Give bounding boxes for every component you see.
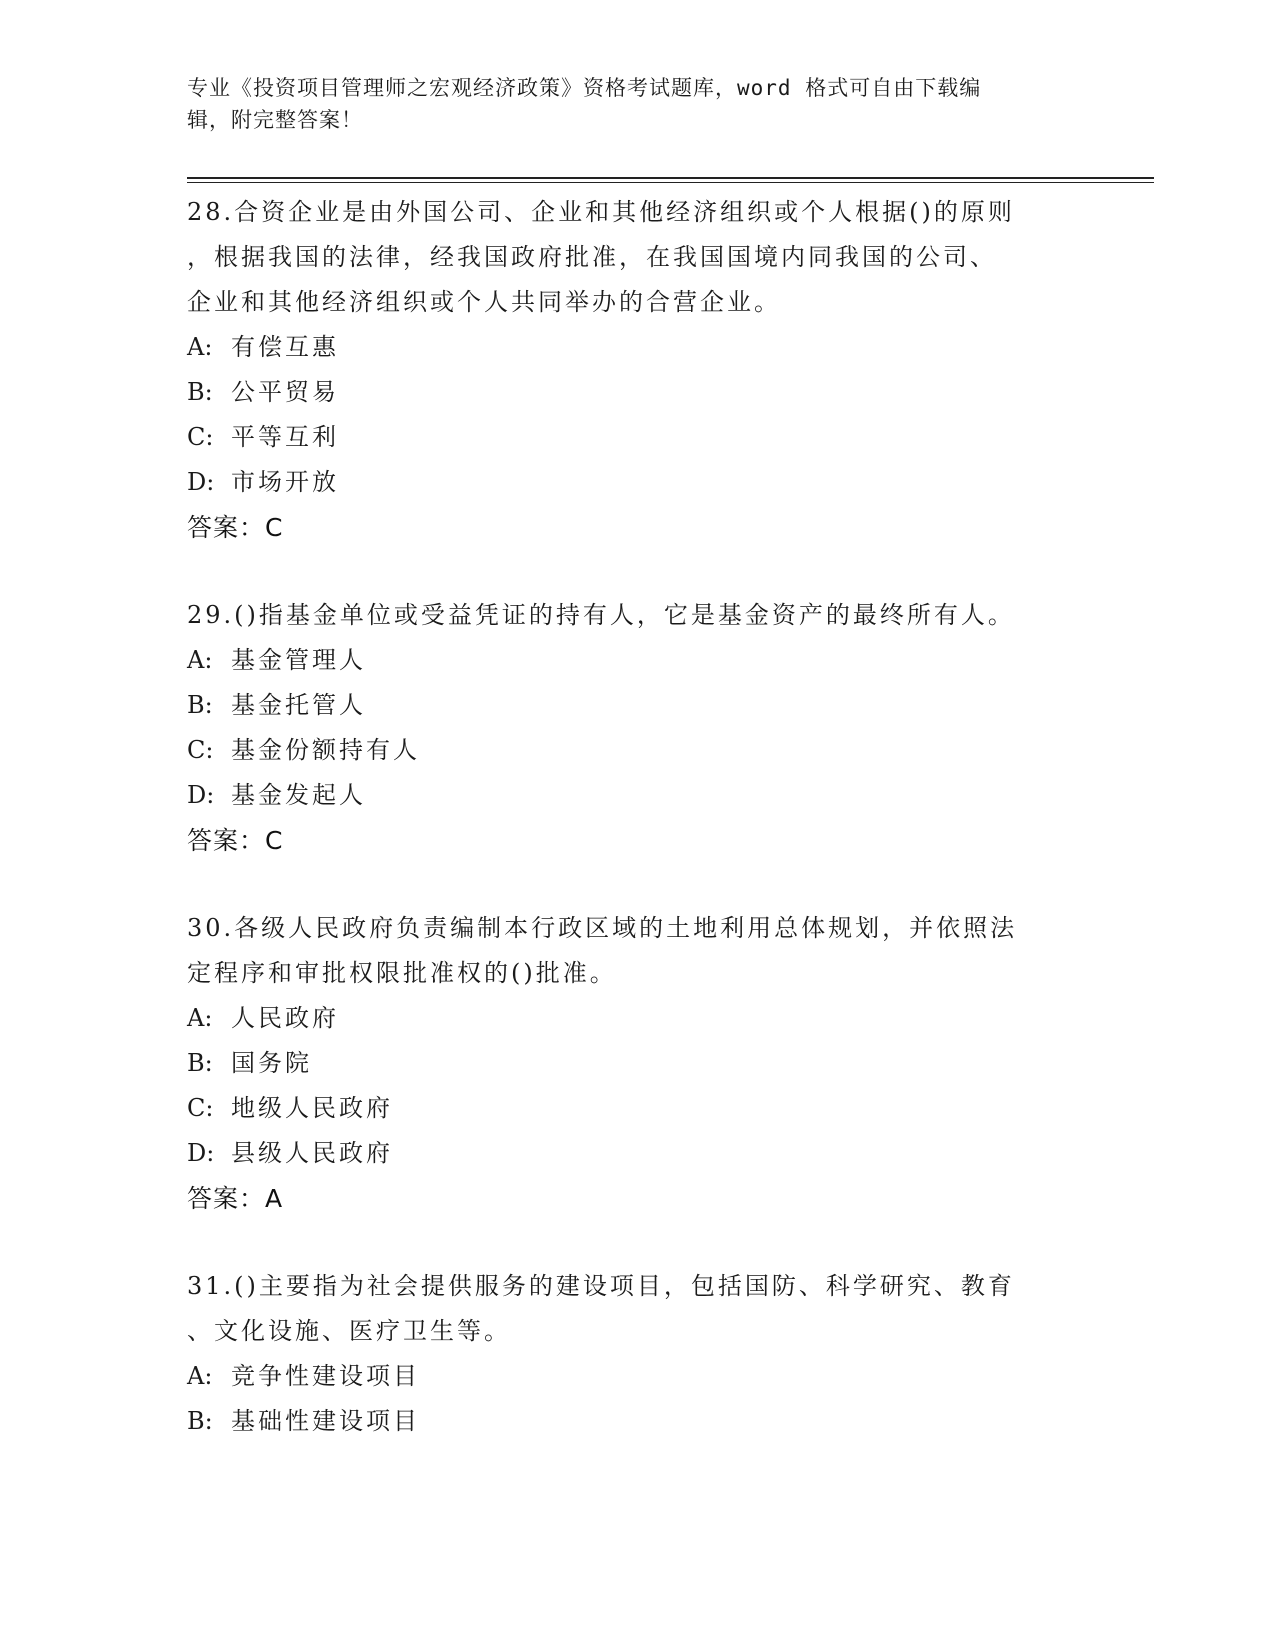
question-stem-line: 定程序和审批权限批准权的()批准。 (187, 959, 617, 987)
option-a: A: 竞争性建设项目 (187, 1362, 420, 1390)
option-d: D: 市场开放 (187, 468, 339, 496)
question-stem-line: 29.()指基金单位或受益凭证的持有人，它是基金资产的最终所有人。 (187, 601, 1015, 629)
option-b: B: 基金托管人 (187, 691, 366, 719)
question-31 (187, 1264, 1087, 1444)
header-line-2: 辑，附完整答案！ (187, 108, 363, 132)
question-list (187, 190, 1087, 1487)
header-line-1: 专业《投资项目管理师之宏观经济政策》资格考试题库，word 格式可自由下载编 (187, 76, 982, 100)
option-a: A: 有偿互惠 (187, 333, 339, 361)
option-a: A: 基金管理人 (187, 646, 366, 674)
question-stem-line: 企业和其他经济组织或个人共同举办的合营企业。 (187, 288, 781, 316)
option-d: D: 县级人民政府 (187, 1139, 393, 1167)
header-divider-thin (187, 182, 1154, 183)
option-b: B: 公平贸易 (187, 378, 339, 406)
document-header (187, 72, 1087, 136)
answer: 答案：C (187, 513, 284, 542)
option-b: B: 国务院 (187, 1049, 312, 1077)
question-stem-line: 28.合资企业是由外国公司、企业和其他经济组织或个人根据()的原则 (187, 198, 1015, 226)
option-c: C: 基金份额持有人 (187, 736, 420, 764)
question-29 (187, 593, 1087, 863)
answer: 答案：C (187, 826, 284, 855)
option-b: B: 基础性建设项目 (187, 1407, 420, 1435)
answer: 答案：A (187, 1184, 284, 1213)
header-divider-thick (187, 177, 1154, 179)
question-stem-line: ，根据我国的法律，经我国政府批准，在我国国境内同我国的公司、 (187, 243, 997, 271)
option-c: C: 平等互利 (187, 423, 339, 451)
question-stem-line: 、文化设施、医疗卫生等。 (187, 1317, 511, 1345)
option-c: C: 地级人民政府 (187, 1094, 393, 1122)
question-stem-line: 31.()主要指为社会提供服务的建设项目，包括国防、科学研究、教育 (187, 1272, 1015, 1300)
question-30 (187, 906, 1087, 1221)
question-28 (187, 190, 1087, 550)
question-stem-line: 30.各级人民政府负责编制本行政区域的土地利用总体规划，并依照法 (187, 914, 1018, 942)
option-a: A: 人民政府 (187, 1004, 339, 1032)
option-d: D: 基金发起人 (187, 781, 366, 809)
